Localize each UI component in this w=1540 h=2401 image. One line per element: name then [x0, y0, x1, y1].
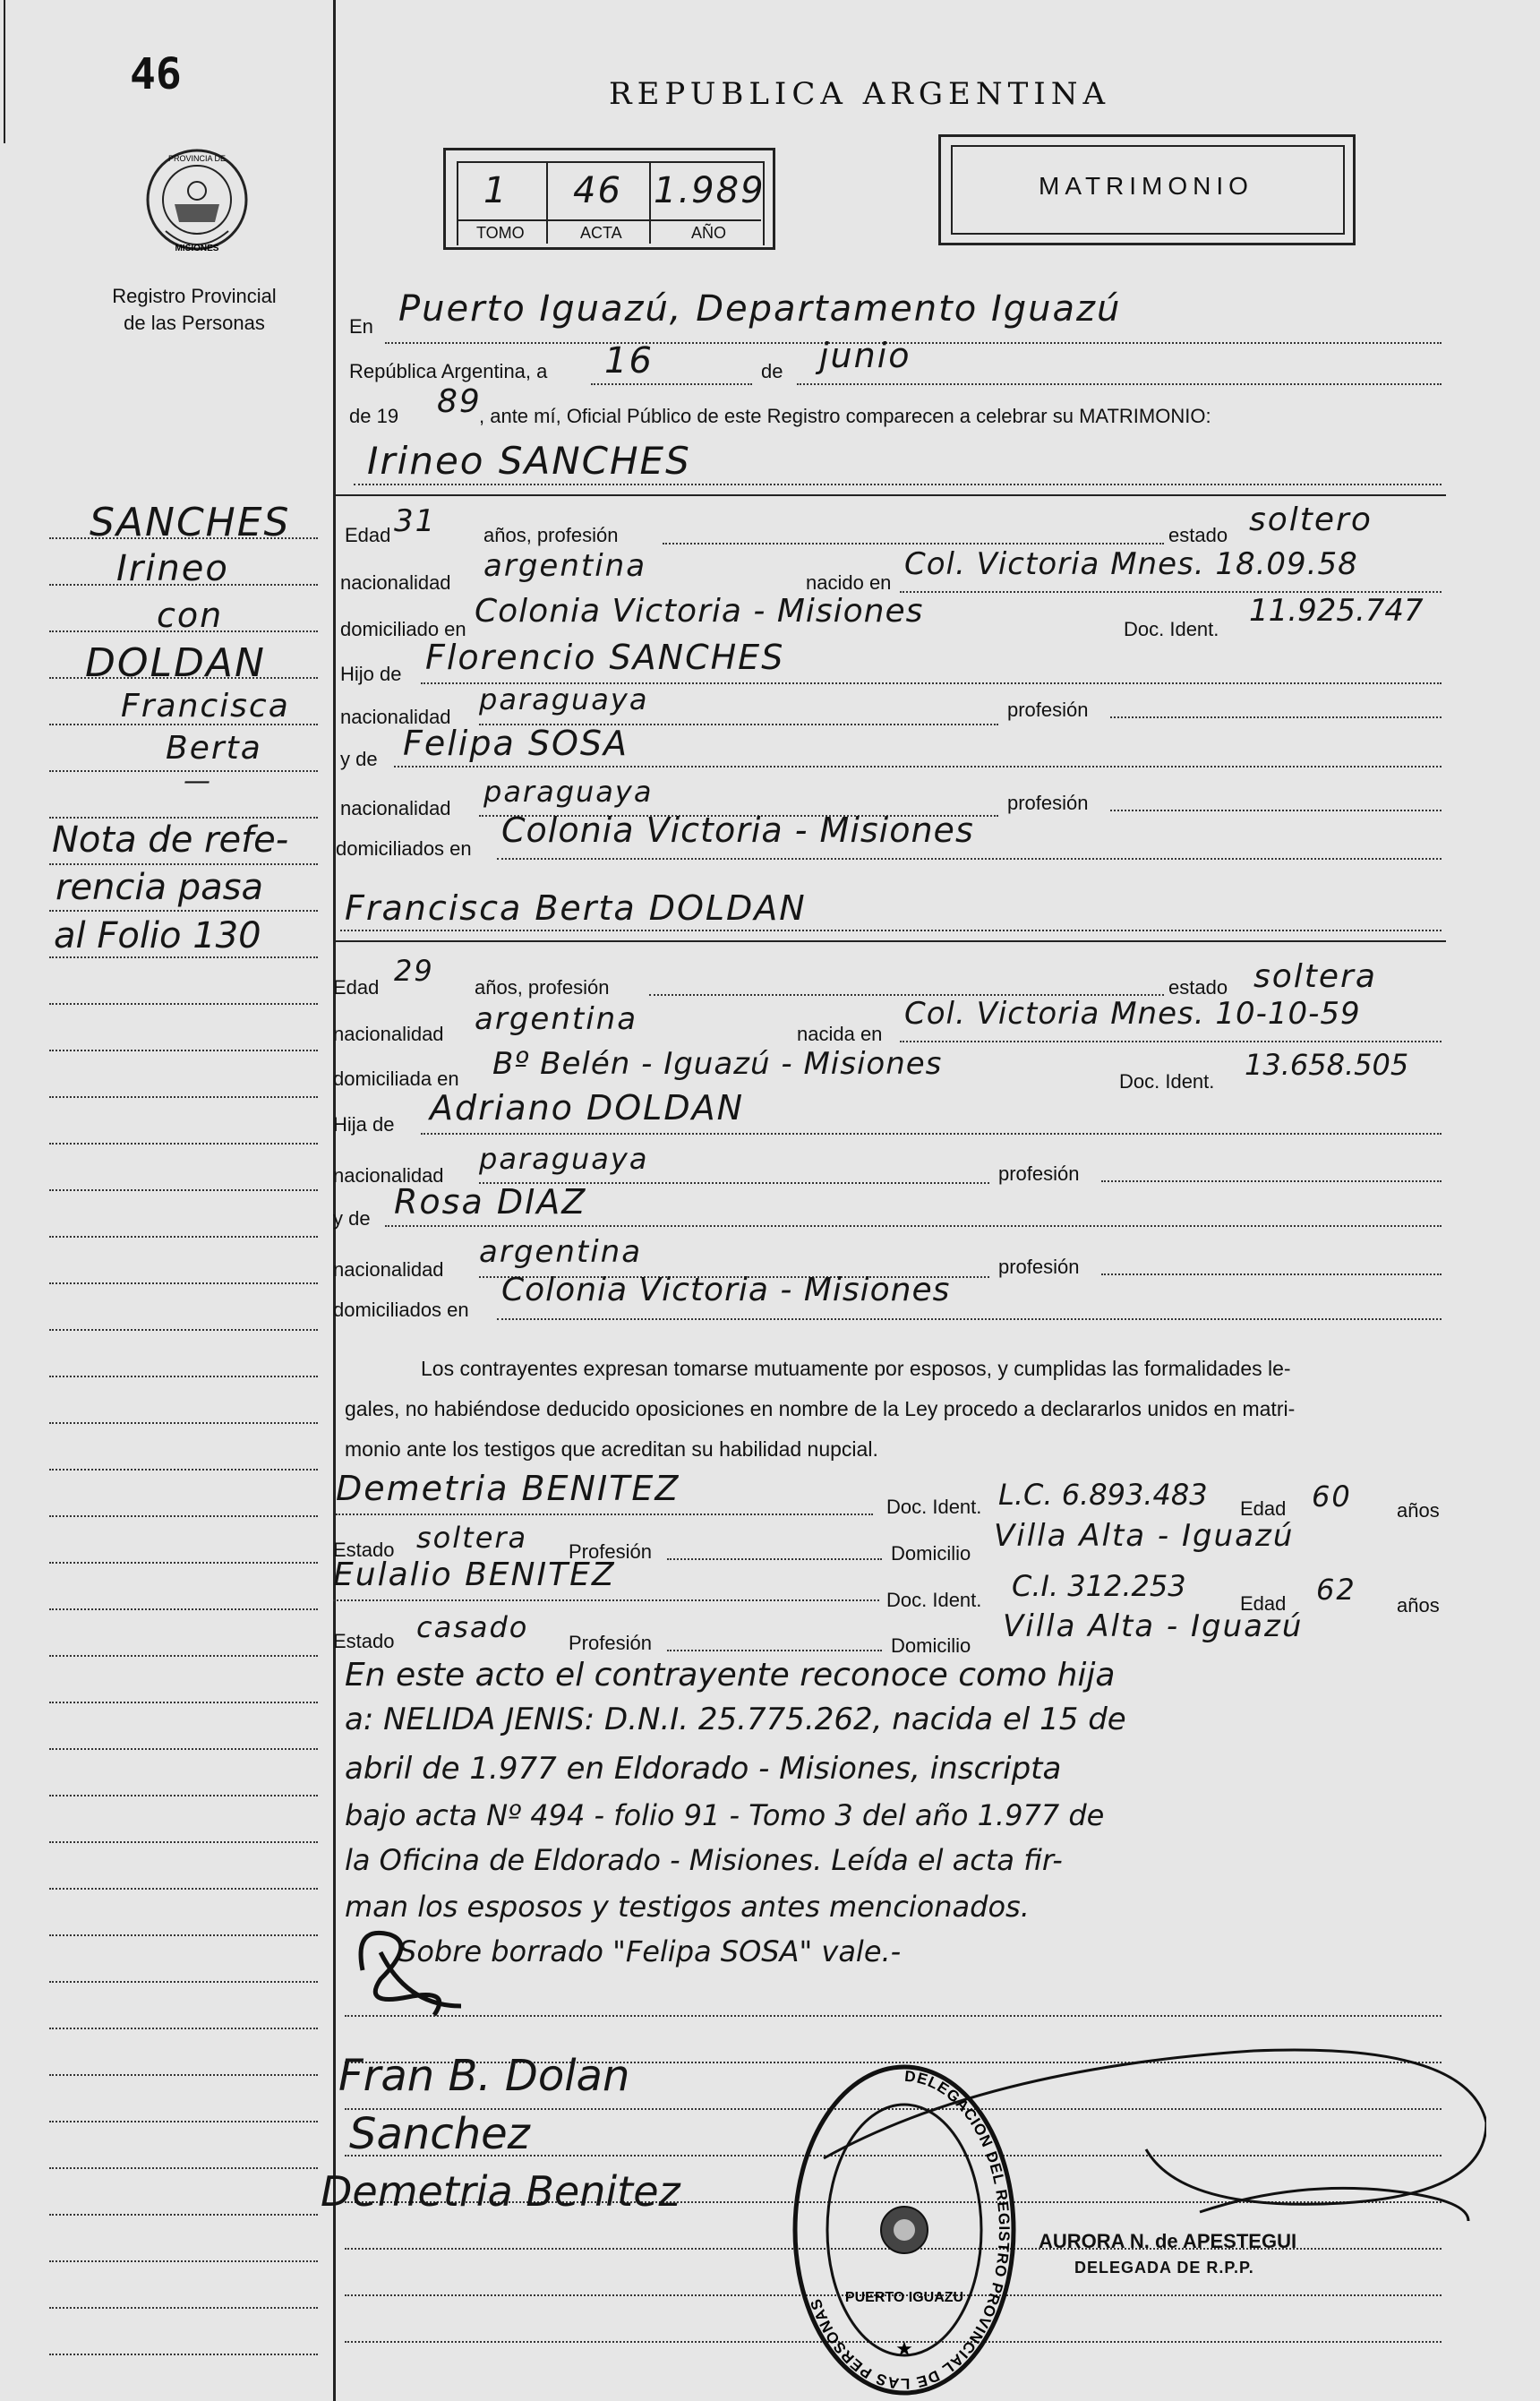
margin-ruled-line	[49, 1282, 318, 1284]
registry-seal-icon	[788, 2060, 1021, 2400]
margin-ruled-line	[49, 677, 318, 679]
left-edge-rule	[4, 0, 5, 143]
note-line-1: En este acto el contrayente reconoce como hija	[345, 1657, 1116, 1694]
place-value: Puerto Iguazú, Departamento Iguazú	[398, 288, 1122, 330]
signature-2: Sanchez	[349, 2109, 530, 2159]
groom-estado: soltero	[1249, 502, 1373, 538]
emblem-bottom-text: MISIONES	[175, 244, 219, 253]
groom-mother-nat: paraguaya	[483, 775, 654, 809]
groom-parents-dom-label: domiciliados en	[336, 837, 472, 860]
bride-name: Francisca Berta DOLDAN	[345, 888, 807, 928]
margin-ruled-line	[49, 1050, 318, 1051]
margin-rule	[333, 0, 336, 2401]
tomo-value: 1	[483, 170, 509, 211]
witness2-doc-label: Doc. Ident.	[886, 1589, 982, 1611]
margin-line-3: con	[157, 596, 224, 635]
bride-father-prof-label: profesión	[998, 1162, 1080, 1185]
margin-line-7: —	[184, 766, 212, 797]
margin-ruled-line	[49, 817, 318, 819]
groom-mother-nat-label: nacionalidad	[340, 797, 451, 819]
bride-anos-label: años, profesión	[475, 976, 610, 999]
note-line-2: a: NELIDA JENIS: D.N.I. 25.775.262, nacida el 15 de	[345, 1702, 1126, 1737]
year-suffix: 89	[437, 383, 482, 420]
margin-ruled-line	[49, 2028, 318, 2029]
groom-father: Florencio SANCHES	[425, 638, 785, 677]
bride-edad-label: Edad	[333, 976, 380, 999]
margin-ruled-line	[49, 1981, 318, 1983]
witness1-doc: L.C. 6.893.483	[998, 1478, 1208, 1512]
witness2-prof-label: Profesión	[569, 1632, 652, 1654]
note-line-5: la Oficina de Eldorado - Misiones. Leída el acta fir-	[345, 1843, 1063, 1877]
groom-nationality: argentina	[483, 548, 647, 584]
margin-ruled-line	[49, 1422, 318, 1424]
ano-label: AÑO	[691, 224, 727, 242]
page-number: 46	[130, 49, 182, 99]
margin-line-5: Francisca	[121, 688, 290, 725]
margin-ruled-line	[49, 1329, 318, 1331]
margin-ruled-line	[49, 2214, 318, 2216]
official-name: AURORA N. de APESTEGUI	[1039, 2230, 1297, 2252]
declaration-line-2: gales, no habiéndose deducido oposiciones en nombre de la Ley procedo a declararlos unidos en matri-	[345, 1397, 1296, 1420]
groom-edad-label: Edad	[345, 524, 391, 546]
republica-label: República Argentina, a	[349, 360, 548, 382]
groom-hijo-label: Hijo de	[340, 663, 402, 685]
bride-doc: 13.658.505	[1245, 1048, 1409, 1082]
note-line-3: abril de 1.977 en Eldorado - Misiones, inscripta	[345, 1751, 1062, 1787]
bride-estado: soltera	[1253, 958, 1377, 995]
en-label: En	[349, 315, 373, 338]
note-line-4: bajo acta Nº 494 - folio 91 - Tomo 3 del año 1.977 de	[345, 1798, 1105, 1832]
margin-ruled-line	[49, 1888, 318, 1890]
bride-nacida-label: nacida en	[797, 1023, 883, 1045]
bride-father-nat-label: nacionalidad	[333, 1164, 444, 1187]
bride-yde-label: y de	[333, 1207, 371, 1230]
witness1-edad-label: Edad	[1240, 1497, 1287, 1520]
note-line-6: man los esposos y testigos antes mencionados.	[345, 1890, 1030, 1924]
bride-mother: Rosa DIAZ	[394, 1182, 587, 1222]
witness1-estado: soltera	[416, 1521, 528, 1555]
bride-domicile: Bº Belén - Iguazú - Misiones	[492, 1046, 943, 1082]
margin-ruled-line	[49, 1143, 318, 1145]
groom-father-nat: paraguaya	[479, 682, 649, 716]
groom-age: 31	[394, 503, 437, 539]
margin-line-1: SANCHES	[90, 500, 291, 545]
bride-birth: Col. Victoria Mnes. 10-10-59	[904, 996, 1361, 1032]
bride-estado-label: estado	[1168, 976, 1228, 999]
witness2-estado: casado	[416, 1610, 529, 1644]
margin-ruled-line	[49, 1608, 318, 1610]
acta-label: ACTA	[580, 224, 622, 242]
bride-parents-domicile: Colonia Victoria - Misiones	[501, 1272, 951, 1308]
declaration-line-3: monio ante los testigos que acreditan su habilidad nupcial.	[345, 1437, 878, 1461]
groom-mother: Felipa SOSA	[403, 724, 629, 763]
groom-doc: 11.925.747	[1249, 593, 1424, 629]
groom-nat-label: nacionalidad	[340, 571, 451, 594]
groom-parents-domicile: Colonia Victoria - Misiones	[501, 810, 974, 850]
witness2-name: Eulalio BENITEZ	[333, 1556, 616, 1593]
margin-ruled-line	[49, 2260, 318, 2262]
margin-line-4: DOLDAN	[85, 640, 266, 686]
bride-father-nat: paraguaya	[479, 1142, 649, 1176]
margin-ruled-line	[49, 1655, 318, 1657]
margin-note-3: al Folio 130	[54, 915, 261, 956]
margin-note-1: Nota de refe-	[52, 819, 289, 861]
witness1-age: 60	[1312, 1479, 1352, 1513]
signature-scribble-icon	[345, 1917, 488, 2024]
margin-ruled-line	[49, 863, 318, 865]
witness1-estado-label: Estado	[333, 1539, 395, 1561]
seal-center-text: PUERTO IGUAZU	[844, 2290, 964, 2305]
margin-ruled-line	[49, 1795, 318, 1796]
groom-name: Irineo SANCHES	[367, 439, 691, 483]
registry-line-1: Registro Provincial	[112, 285, 277, 307]
acta-value: 46	[573, 170, 622, 211]
bride-hija-label: Hija de	[333, 1113, 395, 1136]
svg-text:★: ★	[895, 2337, 913, 2360]
bride-nationality: argentina	[475, 1001, 638, 1037]
margin-ruled-line	[49, 537, 318, 539]
margin-ruled-line	[49, 910, 318, 912]
witness2-edad-label: Edad	[1240, 1592, 1287, 1615]
groom-doc-label: Doc. Ident.	[1124, 618, 1219, 640]
groom-birth: Col. Victoria Mnes. 18.09.58	[904, 546, 1358, 582]
emblem-top-text: PROVINCIA DE	[167, 154, 227, 163]
margin-ruled-line	[49, 630, 318, 632]
margin-ruled-line	[49, 1189, 318, 1191]
witness1-dom-label: Domicilio	[891, 1542, 971, 1565]
margin-ruled-line	[49, 1934, 318, 1936]
margin-ruled-line	[49, 1562, 318, 1564]
declaration-line-1: Los contrayentes expresan tomarse mutuamente por esposos, y cumplidas las formalidades le-	[421, 1357, 1291, 1380]
margin-ruled-line	[49, 1469, 318, 1471]
registry-line-2: de las Personas	[124, 312, 265, 334]
groom-estado-label: estado	[1168, 524, 1228, 546]
de-label: de	[761, 360, 783, 382]
seal-ring-text: DELEGACION DEL REGISTRO PROVINCIAL DE LAS PERSONAS	[807, 2067, 1014, 2393]
margin-ruled-line	[49, 1702, 318, 1703]
groom-father-prof-label: profesión	[1007, 699, 1089, 721]
witness2-age: 62	[1316, 1573, 1356, 1607]
day-value: 16	[604, 340, 654, 382]
groom-dom-label: domiciliado en	[340, 618, 466, 640]
bride-nat-label: nacionalidad	[333, 1023, 444, 1045]
bride-age: 29	[394, 954, 434, 988]
groom-mother-prof-label: profesión	[1007, 792, 1089, 814]
margin-ruled-line	[49, 584, 318, 586]
bride-parents-dom-label: domiciliados en	[333, 1299, 469, 1321]
margin-ruled-line	[49, 724, 318, 725]
witness2-domicile: Villa Alta - Iguazú	[1003, 1608, 1304, 1644]
margin-ruled-line	[49, 2121, 318, 2122]
ano-value: 1.989	[654, 170, 766, 211]
margin-ruled-line	[49, 1376, 318, 1377]
margin-line-2: Irineo	[116, 548, 229, 589]
margin-ruled-line	[49, 956, 318, 958]
groom-yde-label: y de	[340, 748, 378, 770]
margin-ruled-line	[49, 1236, 318, 1238]
witness2-doc: C.I. 312.253	[1012, 1569, 1186, 1603]
bride-dom-label: domiciliada en	[333, 1068, 459, 1090]
witness2-dom-label: Domicilio	[891, 1634, 971, 1657]
margin-ruled-line	[49, 2167, 318, 2169]
margin-ruled-line	[49, 1003, 318, 1005]
de19-label: de 19	[349, 405, 399, 427]
witness1-prof-label: Profesión	[569, 1540, 652, 1563]
groom-anos-label: años, profesión	[483, 524, 619, 546]
witness1-anos-label: años	[1397, 1499, 1440, 1522]
official-title: DELEGADA DE R.P.P.	[1074, 2259, 1254, 2277]
witness1-domicile: Villa Alta - Iguazú	[994, 1518, 1295, 1554]
witness1-doc-label: Doc. Ident.	[886, 1496, 982, 1518]
groom-nacido-label: nacido en	[806, 571, 892, 594]
bride-mother-nat-label: nacionalidad	[333, 1258, 444, 1281]
margin-ruled-line	[49, 2354, 318, 2355]
groom-father-nat-label: nacionalidad	[340, 706, 451, 728]
witness2-anos-label: años	[1397, 1594, 1440, 1616]
bride-mother-prof-label: profesión	[998, 1256, 1080, 1278]
margin-ruled-line	[49, 2307, 318, 2309]
witness1-name: Demetria BENITEZ	[336, 1469, 680, 1508]
margin-ruled-line	[49, 2074, 318, 2076]
margin-ruled-line	[49, 1748, 318, 1750]
margin-ruled-line	[49, 1515, 318, 1517]
bride-father: Adriano DOLDAN	[430, 1088, 745, 1128]
signature-1: Fran B. Dolan	[338, 2051, 630, 2101]
signature-3: Demetria Benitez	[321, 2167, 680, 2216]
country-title: REPUBLICA ARGENTINA	[609, 76, 1111, 112]
margin-ruled-line	[49, 1841, 318, 1843]
act-type: MATRIMONIO	[1039, 172, 1253, 200]
margin-note-2: rencia pasa	[56, 867, 263, 908]
margin-ruled-line	[49, 1096, 318, 1098]
province-emblem-icon	[139, 141, 255, 267]
tomo-label: TOMO	[476, 224, 525, 242]
note-line-7: Sobre borrado "Felipa SOSA" vale.-	[398, 1934, 902, 1968]
groom-domicile: Colonia Victoria - Misiones	[475, 593, 924, 630]
bride-doc-label: Doc. Ident.	[1119, 1070, 1215, 1093]
margin-line-6: Berta	[166, 730, 262, 767]
margin-ruled-line	[49, 770, 318, 772]
bride-mother-nat: argentina	[479, 1234, 643, 1270]
witness2-estado-label: Estado	[333, 1630, 395, 1652]
intro-text: , ante mí, Oficial Público de este Registro comparecen a celebrar su MATRIMONIO:	[479, 405, 1211, 427]
month-value: junio	[819, 336, 911, 375]
